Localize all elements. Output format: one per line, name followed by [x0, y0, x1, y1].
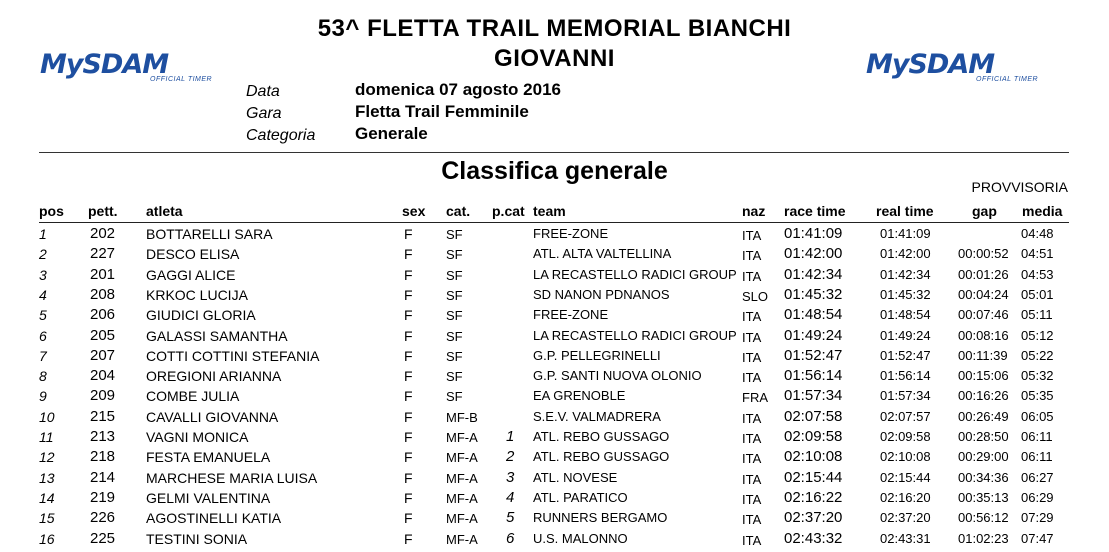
row-bib: 204 [90, 367, 116, 385]
row-category-pos: 5 [506, 509, 515, 527]
row-sex: F [404, 469, 413, 486]
logo-subtext: OFFICIAL TIMER [976, 76, 1039, 83]
row-real-time: 02:15:44 [880, 469, 931, 485]
row-pace: 07:47 [1021, 530, 1054, 546]
row-team: EA GRENOBLE [533, 388, 626, 404]
row-category: MF-A [446, 470, 478, 486]
event-title-line2: GIOVANNI [494, 45, 615, 72]
row-pos: 3 [39, 266, 47, 283]
row-gap: 00:08:16 [958, 327, 1009, 343]
row-team: ATL. ALTA VALTELLINA [533, 246, 672, 262]
row-sex: F [404, 347, 413, 364]
row-sex: F [404, 510, 413, 527]
row-race-time: 01:48:54 [784, 306, 843, 324]
table-row [0, 265, 1109, 285]
row-category: SF [446, 227, 463, 242]
table-row [0, 244, 1109, 264]
row-real-time: 01:45:32 [880, 286, 931, 302]
header-divider [39, 152, 1069, 153]
row-pos: 2 [39, 246, 47, 263]
row-sex: F [404, 246, 413, 263]
row-race-time: 01:42:34 [784, 265, 843, 283]
row-pos: 15 [39, 510, 55, 527]
row-pos: 10 [39, 408, 55, 425]
row-team: G.P. PELLEGRINELLI [533, 347, 661, 363]
row-sex: F [404, 266, 413, 283]
row-race-time: 02:10:08 [784, 448, 843, 466]
row-pos: 6 [39, 327, 47, 344]
row-team: ATL. PARATICO [533, 489, 628, 505]
logo-text: MySDAM [866, 49, 995, 80]
row-nation: ITA [742, 512, 762, 528]
row-category: SF [446, 267, 463, 283]
row-nation: ITA [742, 228, 762, 243]
row-gap: 00:29:00 [958, 449, 1009, 465]
row-race-time: 02:09:58 [784, 428, 843, 445]
row-athlete: COTTI COTTINI STEFANIA [146, 347, 320, 364]
table-row [0, 407, 1109, 427]
row-gap: 00:00:52 [958, 246, 1009, 262]
row-gap: 00:28:50 [958, 429, 1009, 444]
row-pace: 06:11 [1021, 429, 1053, 444]
col-header-pett: pett. [88, 203, 118, 219]
row-sex: F [404, 368, 413, 385]
row-pace: 05:11 [1021, 307, 1053, 323]
col-header-pos: pos [39, 203, 64, 219]
col-header-race-time: race time [784, 203, 846, 219]
section-title: Classifica generale [441, 157, 668, 185]
col-header-naz: naz [742, 203, 766, 219]
row-category: SF [446, 369, 463, 385]
row-nation: ITA [742, 410, 762, 426]
row-category-pos: 6 [506, 529, 515, 547]
row-gap: 00:11:39 [958, 347, 1008, 363]
row-nation: ITA [742, 491, 762, 507]
row-gap: 00:07:46 [958, 307, 1009, 323]
row-team: FREE-ZONE [533, 226, 609, 241]
row-pos: 8 [39, 368, 47, 385]
row-real-time: 01:42:00 [880, 246, 931, 262]
row-team: ATL. REBO GUSSAGO [533, 429, 670, 444]
table-row [0, 224, 1109, 244]
row-sex: F [404, 429, 413, 445]
row-category: MF-A [446, 430, 478, 445]
row-category-pos: 1 [506, 428, 515, 445]
row-pace: 06:29 [1021, 489, 1054, 505]
row-nation: SLO [742, 288, 769, 304]
status-label: PROVVISORIA [971, 179, 1068, 195]
row-athlete: BOTTARELLI SARA [146, 226, 273, 242]
row-sex: F [404, 226, 413, 242]
row-real-time: 01:49:24 [880, 327, 931, 343]
row-bib: 227 [90, 245, 116, 263]
row-race-time: 02:07:58 [784, 407, 843, 425]
row-bib: 209 [90, 387, 116, 405]
row-pos: 5 [39, 307, 47, 324]
row-team: ATL. REBO GUSSAGO [533, 449, 670, 465]
row-pace: 04:53 [1021, 266, 1054, 282]
row-nation: ITA [742, 532, 762, 548]
row-athlete: OREGIONI ARIANNA [146, 368, 282, 385]
row-real-time: 01:56:14 [880, 368, 931, 384]
row-race-time: 01:45:32 [784, 285, 843, 303]
row-category: MF-A [446, 511, 478, 527]
row-team: ATL. NOVESE [533, 469, 618, 485]
row-pace: 04:51 [1021, 246, 1054, 262]
table-row [0, 346, 1109, 366]
row-category-pos: 3 [506, 468, 515, 486]
row-category: SF [446, 348, 463, 364]
row-category-pos: 4 [506, 488, 515, 506]
row-bib: 206 [90, 306, 116, 324]
logo-subtext: OFFICIAL TIMER [150, 76, 213, 83]
mysdam-logo-left [40, 50, 245, 90]
col-header-real-time: real time [876, 203, 934, 219]
row-sex: F [404, 530, 413, 547]
row-nation: ITA [742, 248, 762, 264]
row-category: MF-B [446, 409, 478, 425]
row-pos: 13 [39, 469, 55, 486]
row-category: MF-A [446, 490, 478, 506]
row-bib: 207 [90, 346, 116, 364]
row-team: U.S. MALONNO [533, 530, 628, 546]
info-value-date: domenica 07 agosto 2016 [355, 80, 561, 99]
row-nation: ITA [742, 329, 762, 345]
row-gap: 00:35:13 [958, 489, 1009, 505]
table-row [0, 285, 1109, 305]
row-athlete: GAGGI ALICE [146, 266, 236, 283]
row-nation: ITA [742, 309, 762, 325]
row-athlete: TESTINI SONIA [146, 530, 248, 547]
row-pos: 11 [39, 429, 54, 445]
row-pace: 06:11 [1021, 449, 1053, 465]
row-bib: 208 [90, 285, 116, 303]
row-bib: 225 [90, 529, 116, 547]
table-row [0, 326, 1109, 346]
row-race-time: 02:16:22 [784, 488, 843, 506]
row-pos: 12 [39, 449, 55, 466]
row-pos: 9 [39, 388, 47, 405]
row-gap: 00:56:12 [958, 510, 1009, 526]
row-gap: 00:15:06 [958, 368, 1009, 384]
row-real-time: 01:52:47 [880, 347, 931, 363]
row-real-time: 02:10:08 [880, 449, 931, 465]
row-sex: F [404, 307, 413, 324]
mysdam-logo-right [866, 50, 1071, 90]
row-athlete: GALASSI SAMANTHA [146, 327, 288, 344]
row-pos: 1 [39, 226, 47, 242]
row-category: SF [446, 328, 463, 344]
row-real-time: 02:07:57 [880, 408, 931, 424]
row-athlete: FESTA EMANUELA [146, 449, 271, 466]
row-pos: 14 [39, 489, 55, 506]
row-team: LA RECASTELLO RADICI GROUP [533, 327, 737, 343]
row-nation: ITA [742, 268, 762, 284]
row-team: LA RECASTELLO RADICI GROUP [533, 266, 737, 282]
row-sex: F [404, 449, 413, 466]
row-bib: 205 [90, 326, 116, 344]
table-row [0, 447, 1109, 467]
row-race-time: 01:42:00 [784, 245, 843, 263]
row-gap: 00:16:26 [958, 388, 1009, 404]
row-pace: 06:05 [1021, 408, 1054, 424]
row-pos: 16 [39, 530, 55, 547]
row-race-time: 01:56:14 [784, 367, 843, 385]
row-pos: 7 [39, 347, 47, 364]
row-athlete: AGOSTINELLI KATIA [146, 510, 282, 527]
table-row [0, 305, 1109, 325]
row-category: SF [446, 247, 463, 263]
row-nation: ITA [742, 431, 762, 446]
row-pace: 05:12 [1021, 327, 1054, 343]
row-nation: ITA [742, 349, 762, 365]
row-bib: 226 [90, 509, 116, 527]
info-value-category: Generale [355, 124, 428, 143]
row-athlete: KRKOC LUCIJA [146, 286, 248, 303]
row-athlete: COMBE JULIA [146, 388, 240, 405]
table-row [0, 529, 1109, 549]
col-header-media: media [1022, 203, 1063, 219]
row-sex: F [404, 327, 413, 344]
row-real-time: 01:48:54 [880, 307, 931, 323]
col-header-gap: gap [972, 203, 997, 219]
row-category: SF [446, 308, 463, 324]
row-nation: ITA [742, 471, 762, 487]
row-gap: 01:02:23 [958, 530, 1009, 546]
row-pace: 04:48 [1021, 226, 1054, 241]
row-gap: 00:34:36 [958, 469, 1009, 485]
row-real-time: 02:37:20 [880, 510, 931, 526]
row-athlete: DESCO ELISA [146, 246, 240, 263]
row-pace: 05:32 [1021, 368, 1054, 384]
row-category: SF [446, 287, 463, 303]
table-row [0, 386, 1109, 406]
row-nation: ITA [742, 370, 762, 386]
row-bib: 201 [90, 265, 116, 283]
row-sex: F [404, 286, 413, 303]
row-sex: F [404, 388, 413, 405]
row-bib: 219 [90, 488, 116, 506]
row-real-time: 01:57:34 [880, 388, 931, 404]
row-race-time: 02:15:44 [784, 468, 843, 486]
row-sex: F [404, 408, 413, 425]
row-bib: 214 [90, 468, 116, 486]
row-pace: 07:29 [1021, 510, 1054, 526]
row-real-time: 01:42:34 [880, 266, 931, 282]
row-pace: 05:01 [1021, 286, 1054, 302]
table-row [0, 427, 1109, 447]
col-header-pcat: p.cat [492, 203, 525, 219]
row-gap: 00:01:26 [958, 266, 1009, 282]
row-pos: 4 [39, 286, 47, 303]
row-nation: FRA [742, 390, 768, 406]
row-race-time: 02:37:20 [784, 509, 843, 527]
info-label-date: Data [246, 83, 280, 100]
row-bib: 215 [90, 407, 116, 425]
row-sex: F [404, 489, 413, 506]
row-real-time: 02:16:20 [880, 489, 931, 505]
row-bib: 202 [90, 225, 116, 242]
row-pace: 05:22 [1021, 347, 1054, 363]
row-bib: 218 [90, 448, 116, 466]
col-header-team: team [533, 203, 566, 219]
event-title-line1: 53^ FLETTA TRAIL MEMORIAL BIANCHI [317, 15, 792, 42]
row-real-time: 02:43:31 [880, 530, 931, 546]
info-value-race: Fletta Trail Femminile [355, 102, 529, 121]
row-race-time: 01:41:09 [784, 225, 843, 242]
row-gap: 00:04:24 [958, 286, 1009, 302]
row-category: MF-A [446, 450, 478, 466]
row-team: S.E.V. VALMADRERA [533, 408, 661, 424]
info-label-category: Categoria [246, 127, 316, 144]
row-category: MF-A [446, 531, 478, 547]
row-team: SD NANON PDNANOS [533, 286, 670, 302]
row-bib: 213 [90, 428, 116, 445]
row-athlete: VAGNI MONICA [146, 429, 249, 445]
row-race-time: 01:57:34 [784, 387, 843, 405]
table-row [0, 488, 1109, 508]
row-pace: 06:27 [1021, 469, 1054, 485]
row-category: SF [446, 389, 463, 405]
table-row [0, 508, 1109, 528]
row-pace: 05:35 [1021, 388, 1054, 404]
row-nation: ITA [742, 451, 762, 467]
table-row [0, 468, 1109, 488]
row-athlete: GELMI VALENTINA [146, 489, 271, 506]
row-real-time: 02:09:58 [880, 429, 931, 444]
row-race-time: 01:52:47 [784, 346, 843, 364]
row-team: G.P. SANTI NUOVA OLONIO [533, 368, 702, 384]
row-real-time: 01:41:09 [880, 226, 931, 241]
table-row [0, 366, 1109, 386]
table-header-divider [39, 222, 1069, 223]
row-athlete: MARCHESE MARIA LUISA [146, 469, 318, 486]
row-team: FREE-ZONE [533, 307, 609, 323]
row-race-time: 02:43:32 [784, 529, 843, 547]
info-label-race: Gara [246, 105, 282, 122]
row-category-pos: 2 [506, 448, 515, 466]
row-race-time: 01:49:24 [784, 326, 843, 344]
col-header-cat: cat. [446, 203, 471, 219]
row-athlete: CAVALLI GIOVANNA [146, 408, 279, 425]
col-header-atleta: atleta [146, 203, 183, 219]
row-gap: 00:26:49 [958, 408, 1009, 424]
logo-text: MySDAM [40, 49, 169, 80]
row-athlete: GIUDICI GLORIA [146, 307, 256, 324]
col-header-sex: sex [402, 203, 426, 219]
row-team: RUNNERS BERGAMO [533, 510, 668, 526]
